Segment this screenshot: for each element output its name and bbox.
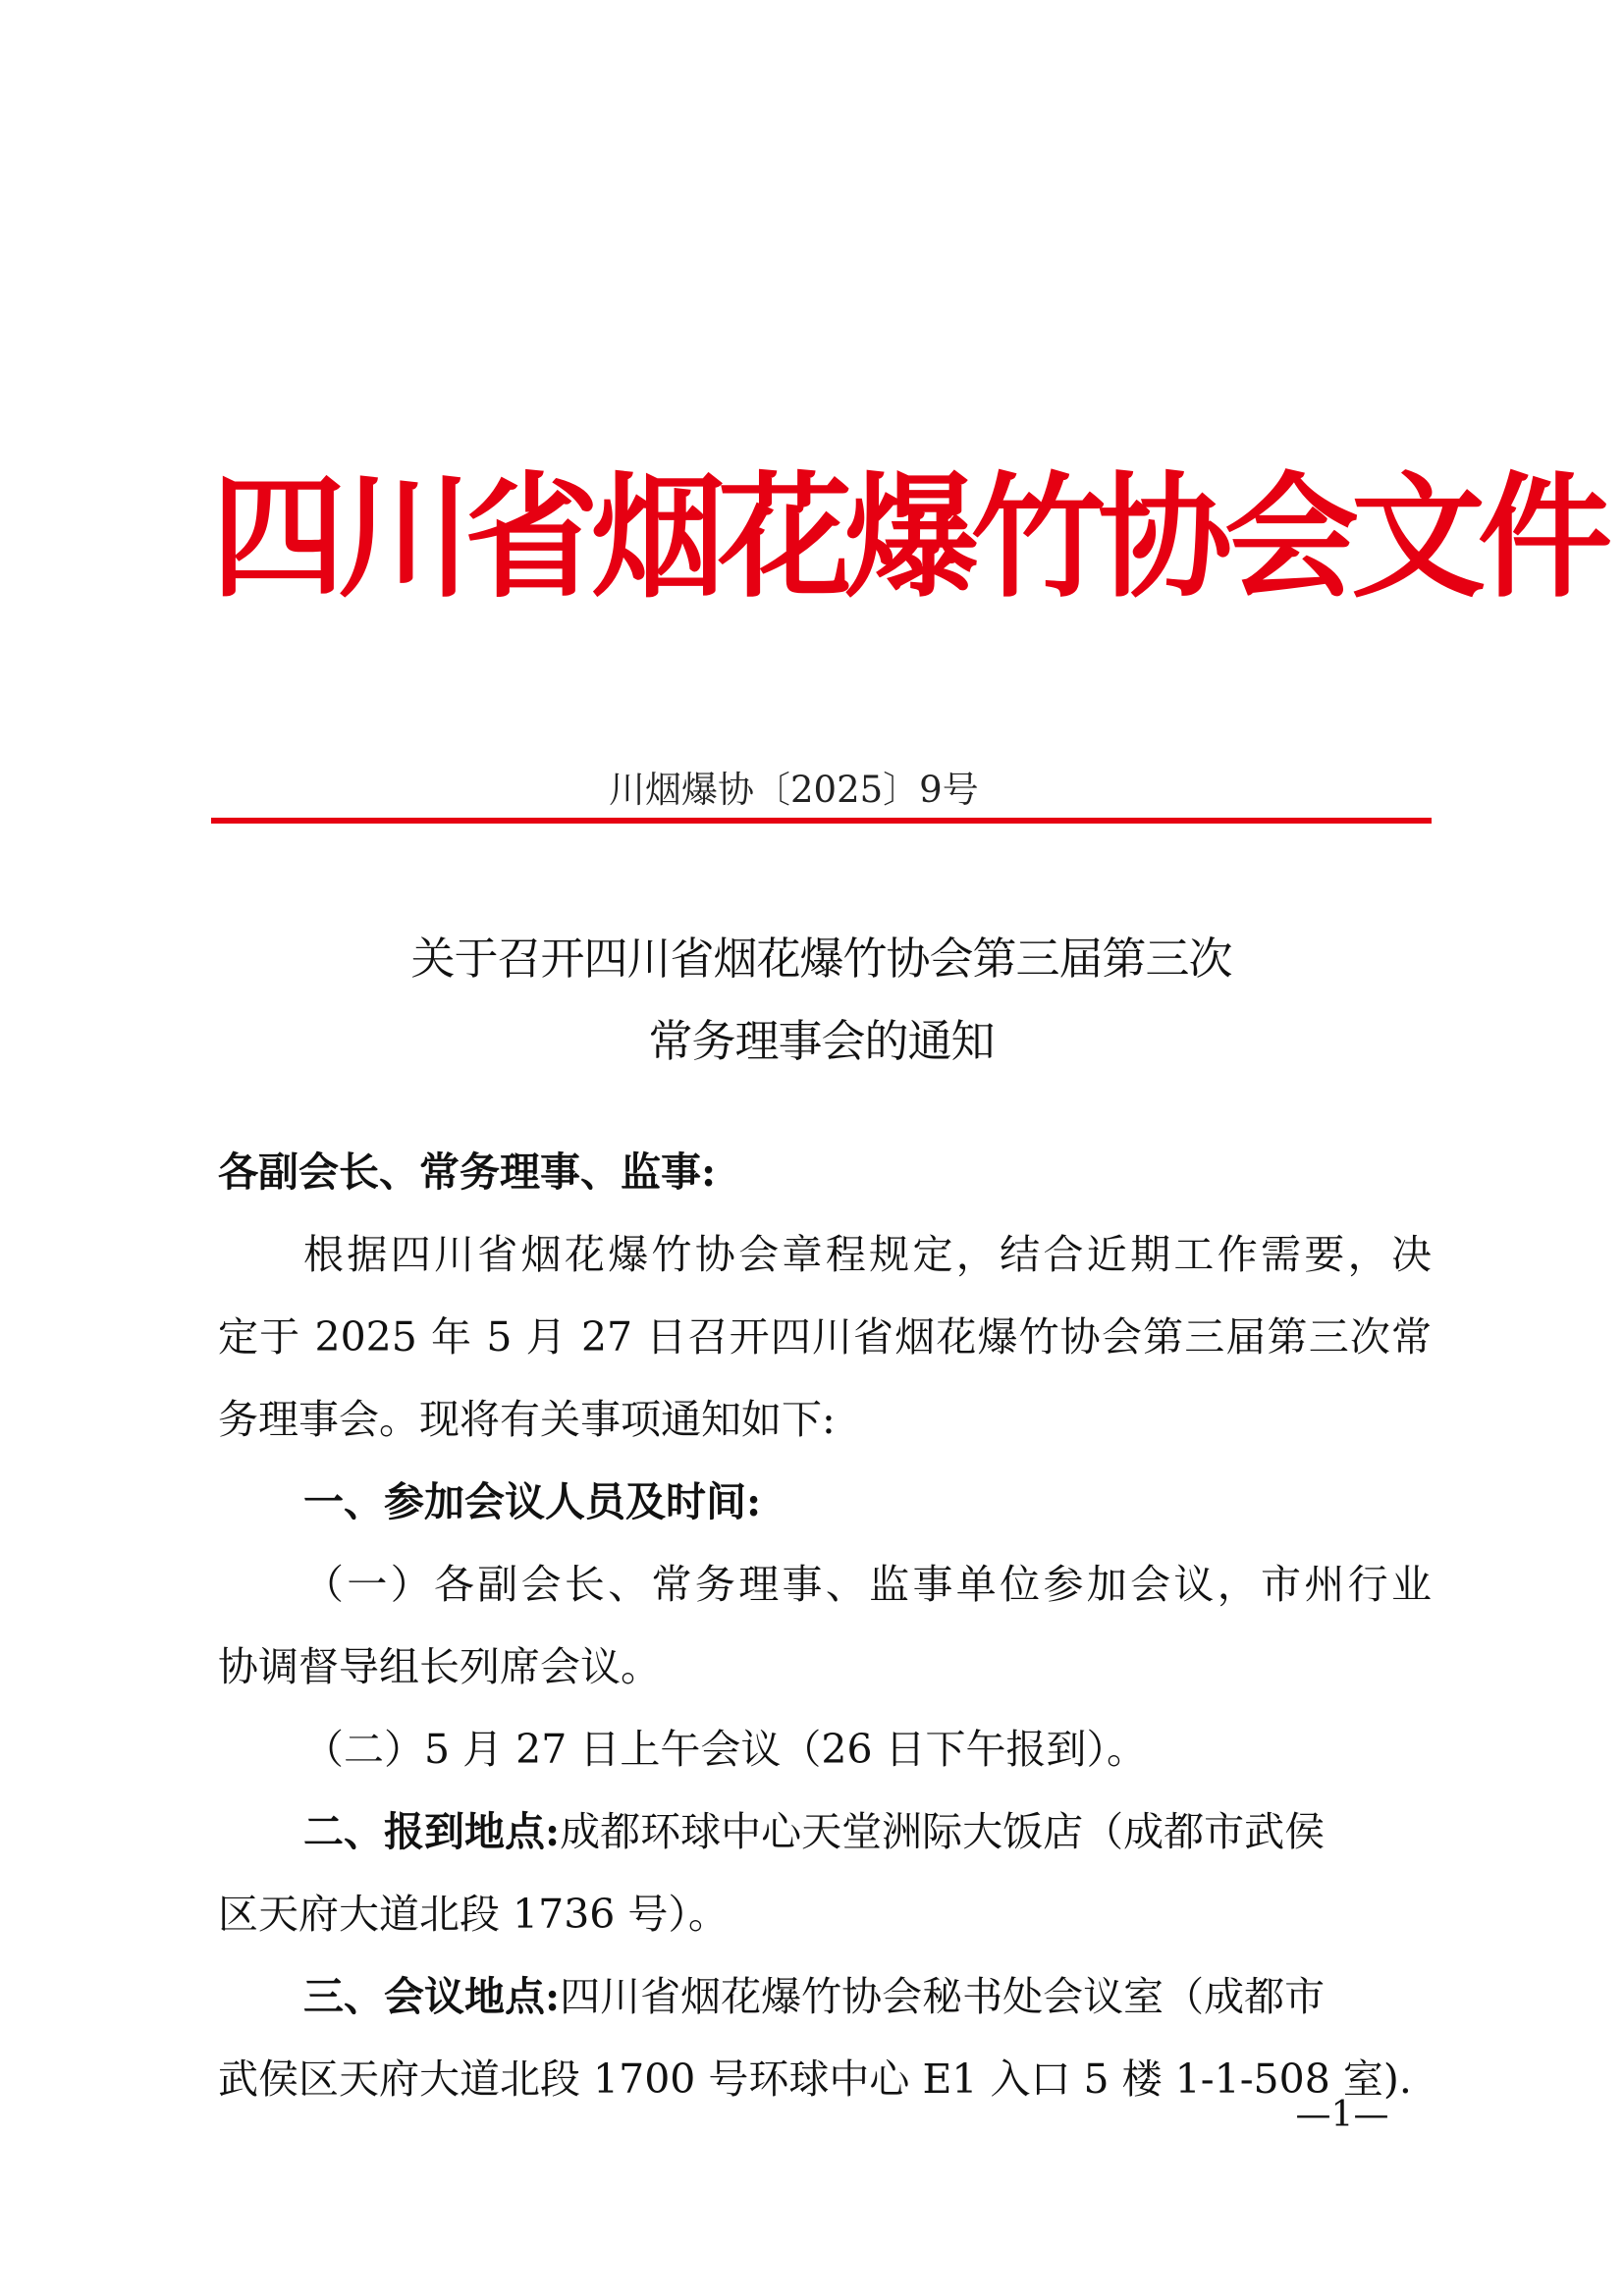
salutation: 各副会长、常务理事、监事: xyxy=(218,1148,717,1196)
section-1-item-1-line-2: 协调督导组长列席会议。 xyxy=(218,1643,661,1690)
notice-title xyxy=(211,916,1432,1081)
section-3-label: 三、会议地点: xyxy=(303,1973,561,2020)
paragraph-1-line-3: 务理事会。现将有关事项通知如下: xyxy=(218,1396,836,1443)
section-3-line-2: 武侯区天府大道北段 1700 号环球中心 E1 入口 5 楼 1-1-508 室). xyxy=(218,2056,1412,2103)
section-1-item-2: （二）5 月 27 日上午会议（26 日下午报到）。 xyxy=(303,1726,1148,1773)
notice-body xyxy=(218,1131,1432,2120)
section-1-heading: 一、参加会议人员及时间: xyxy=(303,1478,762,1525)
paragraph-1-line-1: 根据四川省烟花爆竹协会章程规定，结合近期工作需要，决 xyxy=(303,1231,1432,1278)
document-number: 川烟爆协〔2025〕9号 xyxy=(609,769,979,811)
section-2-text: 成都环球中心天堂洲际大饭店（成都市武侯 xyxy=(560,1808,1326,1855)
paragraph-1-line-2: 定于 2025 年 5 月 27 日召开四川省烟花爆竹协会第三届第三次常 xyxy=(218,1313,1432,1361)
document-header-title: 四川省烟花爆竹协会文件 xyxy=(211,458,1605,616)
notice-title-line-1: 关于召开四川省烟花爆竹协会第三届第三次 xyxy=(410,933,1232,985)
page-number: —1— xyxy=(1295,2095,1389,2135)
notice-title-line-2: 常务理事会的通知 xyxy=(648,1015,995,1067)
section-3-text: 四川省烟花爆竹协会秘书处会议室（成都市 xyxy=(560,1973,1326,2020)
section-2-line-1 xyxy=(218,1790,1432,1873)
section-2-label: 二、报到地点: xyxy=(303,1808,561,1855)
section-2-line-2: 区天府大道北段 1736 号）。 xyxy=(218,1891,729,1938)
red-separator-line xyxy=(211,818,1432,824)
section-3-line-1 xyxy=(218,1955,1432,2038)
section-1-item-1-line-1: （一）各副会长、常务理事、监事单位参加会议，市州行业 xyxy=(303,1561,1432,1608)
